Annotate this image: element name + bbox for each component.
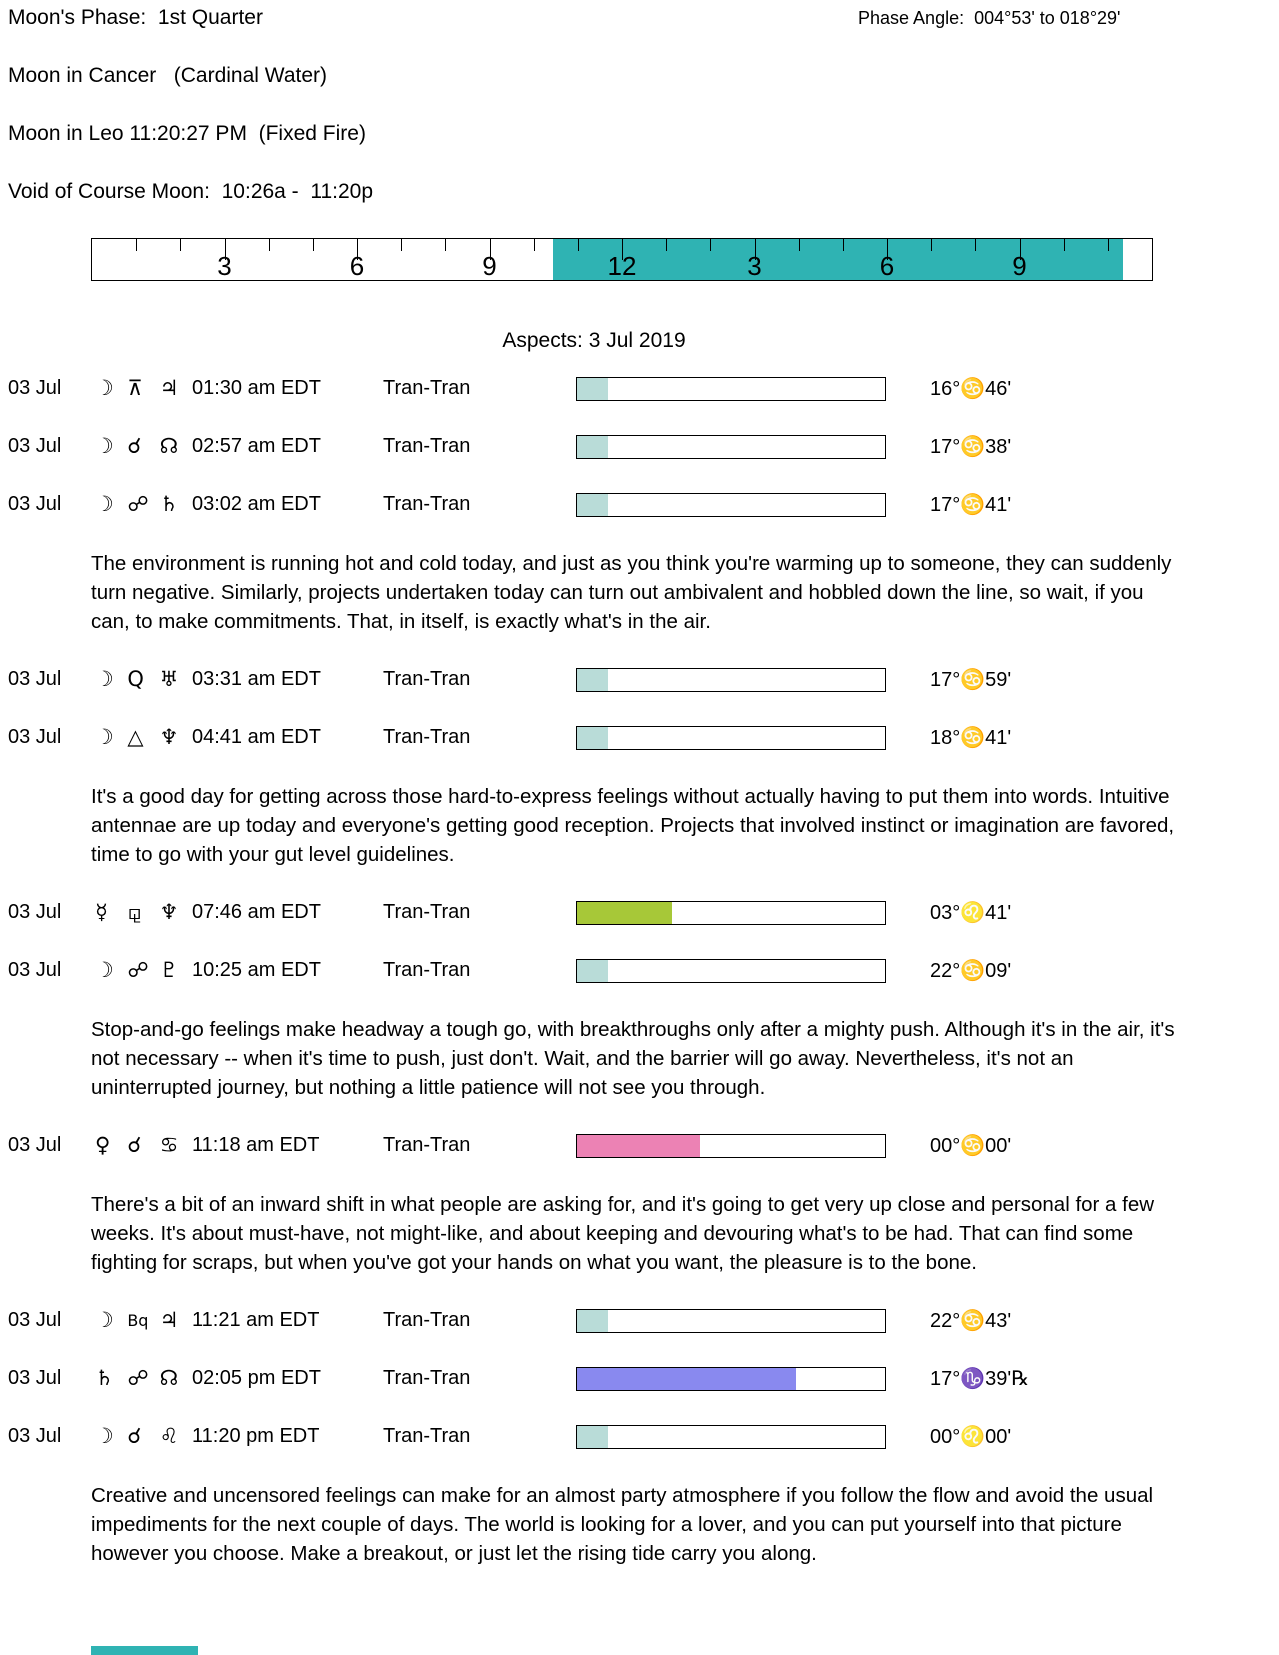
- aspect-row: [0, 957, 1279, 984]
- aspect-orb-bar: [576, 1309, 886, 1333]
- quincunx-glyph: ⊼: [127, 376, 143, 400]
- hour-tick: [1064, 239, 1065, 251]
- north-node-glyph: ☊: [159, 434, 179, 458]
- aspect-time: 07:46 am EDT: [192, 901, 321, 923]
- aspect-degree-value: 17°♋59': [930, 669, 1012, 691]
- aspect-date: 03 Jul: [8, 1367, 62, 1389]
- hour-tick: [445, 239, 446, 251]
- aspect-time: 03:31 am EDT: [192, 668, 321, 690]
- aspect-degree-value: 16°♋46': [930, 378, 1012, 400]
- hour-tick: [1108, 239, 1109, 251]
- pluto-glyph: ♇: [159, 958, 179, 982]
- aspect-date: 03 Jul: [8, 1425, 62, 1447]
- aspect-orb-bar-fill: [577, 1368, 796, 1390]
- aspect-degree-value: 18°♋41': [930, 727, 1012, 749]
- aspect-orb-bar: [576, 668, 886, 692]
- next-ruler-partial: [91, 1646, 198, 1655]
- aspect-date: 03 Jul: [8, 1309, 62, 1331]
- hour-tick: [710, 239, 711, 251]
- conjunction-glyph: ☌: [127, 434, 142, 458]
- aspect-description: Stop-and-go feelings make headway a tough go, with breakthroughs only after a mighty push. Although it's in the air, it's not necessary -- when it's time to push, just don't. Wait, and the barrier will go away. Nevertheless, it's not an uninterrupted journey, but nothing a little patience will not see you through.: [91, 1018, 1175, 1099]
- aspect-orb-bar: [576, 959, 886, 983]
- aspect-orb-bar-fill: [577, 1310, 608, 1332]
- aspect-orb-bar: [576, 1425, 886, 1449]
- aspect-type: Tran-Tran: [383, 377, 471, 399]
- aspect-time: 11:18 am EDT: [192, 1134, 320, 1156]
- aspect-row: [0, 666, 1279, 693]
- hour-label: 6: [879, 251, 895, 281]
- conjunction-glyph: ☌: [127, 1133, 142, 1157]
- aspect-type: Tran-Tran: [383, 1134, 471, 1156]
- aspect-glyphs: [95, 957, 192, 984]
- phase-angle-text: Phase Angle: 004°53' to 018°29': [858, 8, 1121, 28]
- aspect-description: It's a good day for getting across those hard-to-express feelings without actually having to put them into words. Intuitive antennae are up today and everyone's getting good reception. Projects that involved instinct or imagination are favored, time to go with your gut level guidelines.: [91, 785, 1175, 866]
- aspect-row: [0, 1365, 1279, 1392]
- aspect-type: Tran-Tran: [383, 726, 471, 748]
- aspect-glyphs: [95, 666, 192, 693]
- aspect-glyphs: [95, 433, 192, 460]
- hour-label: 9: [482, 251, 497, 281]
- hour-label: 3: [217, 251, 232, 281]
- aspect-orb-bar-fill: [577, 378, 608, 400]
- aspect-time: 03:02 am EDT: [192, 493, 321, 515]
- aspect-description: There's a bit of an inward shift in what people are asking for, and it's going to get very up close and personal for a few weeks. It's about must-have, not might-like, and about keeping and devouring what's to be had. That can find some fighting for scraps, but when you've got your hands on what you want, the pleasure is to the bone.: [91, 1193, 1155, 1274]
- aspect-orb-bar-fill: [577, 960, 608, 982]
- aspect-orb-bar-fill: [577, 436, 608, 458]
- aspect-degree-value: 22°♋09': [930, 960, 1012, 982]
- hour-tick: [975, 239, 976, 251]
- moon-glyph: ☽: [95, 1308, 114, 1332]
- aspect-orb-bar-fill: [577, 1135, 700, 1157]
- aspect-time: 11:20 pm EDT: [192, 1425, 320, 1447]
- jupiter-glyph: ♃: [159, 1308, 179, 1332]
- mercury-glyph: ☿: [95, 900, 108, 924]
- aspect-row: [0, 375, 1279, 402]
- hour-tick: [578, 239, 579, 251]
- hour-tick: [136, 239, 137, 251]
- neptune-glyph: ♆: [159, 900, 179, 924]
- aspect-time: 04:41 am EDT: [192, 726, 321, 748]
- leo-sign-glyph: ♌: [159, 1424, 179, 1448]
- aspects-title: Aspects: 3 Jul 2019: [502, 329, 686, 352]
- aspect-type: Tran-Tran: [383, 493, 471, 515]
- aspect-date: 03 Jul: [8, 959, 62, 981]
- opposition-glyph: ☍: [127, 958, 149, 982]
- moon-glyph: ☽: [95, 376, 114, 400]
- conjunction-glyph: ☌: [127, 1424, 142, 1448]
- opposition-glyph: ☍: [127, 492, 149, 516]
- aspect-glyphs: [95, 491, 192, 518]
- aspect-row: [0, 1423, 1279, 1450]
- aspect-type: Tran-Tran: [383, 1309, 471, 1331]
- moon-glyph: ☽: [95, 1424, 114, 1448]
- aspect-time: 11:21 am EDT: [192, 1309, 320, 1331]
- aspect-type: Tran-Tran: [383, 1425, 471, 1447]
- sesquiquadrate-glyph: ⚼: [127, 900, 142, 924]
- aspect-glyphs: [95, 375, 192, 402]
- moons-phase-line: Moon's Phase: 1st Quarter: [8, 6, 263, 29]
- aspect-date: 03 Jul: [8, 726, 62, 748]
- moon-glyph: ☽: [95, 492, 114, 516]
- aspect-type: Tran-Tran: [383, 901, 471, 923]
- aspect-row: [0, 433, 1279, 460]
- trine-glyph: △: [127, 725, 144, 749]
- moon-glyph: ☽: [95, 725, 114, 749]
- saturn-glyph: ♄: [159, 492, 179, 516]
- hour-tick: [269, 239, 270, 251]
- hour-label: 3: [747, 251, 762, 281]
- aspect-type: Tran-Tran: [383, 435, 471, 457]
- aspect-time: 02:05 pm EDT: [192, 1367, 321, 1389]
- moon-in-cancer-line: Moon in Cancer (Cardinal Water): [8, 64, 327, 87]
- saturn-glyph: ♄: [95, 1366, 114, 1390]
- ruler: [91, 238, 1153, 281]
- aspect-row: [0, 724, 1279, 751]
- aspect-orb-bar: [576, 726, 886, 750]
- aspect-time: 10:25 am EDT: [192, 959, 321, 981]
- aspect-glyphs: [95, 899, 192, 926]
- aspect-date: 03 Jul: [8, 901, 62, 923]
- venus-glyph: ♀: [95, 1133, 111, 1157]
- moon-glyph: ☽: [95, 434, 114, 458]
- void-of-course-line: Void of Course Moon: 10:26a - 11:20p: [8, 180, 374, 203]
- aspect-degree-value: 00°♋00': [930, 1135, 1012, 1157]
- cancer-sign-glyph: ♋: [159, 1133, 179, 1157]
- hour-tick: [843, 239, 844, 251]
- jupiter-glyph: ♃: [159, 376, 179, 400]
- aspect-time: 01:30 am EDT: [192, 377, 321, 399]
- aspect-type: Tran-Tran: [383, 959, 471, 981]
- neptune-glyph: ♆: [159, 725, 179, 749]
- uranus-glyph: ♅: [159, 667, 179, 691]
- aspect-description: Creative and uncensored feelings can make for an almost party atmosphere if you follow the flow and avoid the usual impediments for the next couple of days. The world is looking for a lover, and you can put yourself into that picture however you choose. Make a breakout, or just let the rising tide carry you along.: [91, 1484, 1154, 1565]
- aspect-type: Tran-Tran: [383, 1367, 471, 1389]
- aspect-degree-value: 17°♑39'℞: [930, 1368, 1030, 1390]
- aspect-date: 03 Jul: [8, 493, 62, 515]
- aspect-type: Tran-Tran: [383, 668, 471, 690]
- aspect-date: 03 Jul: [8, 1134, 62, 1156]
- aspect-glyphs: [95, 724, 192, 751]
- hour-label: 12: [607, 251, 637, 281]
- aspect-orb-bar: [576, 493, 886, 517]
- moon-glyph: ☽: [95, 667, 114, 691]
- aspect-orb-bar-fill: [577, 669, 608, 691]
- aspect-time: 02:57 am EDT: [192, 435, 321, 457]
- aspect-orb-bar: [576, 377, 886, 401]
- aspect-row: [0, 491, 1279, 518]
- header: [0, 0, 1279, 204]
- aspect-date: 03 Jul: [8, 435, 62, 457]
- aspect-degree-value: 17°♋38': [930, 436, 1012, 458]
- aspect-orb-bar-fill: [577, 902, 672, 924]
- hour-label: 6: [349, 251, 365, 281]
- void-of-course-segment: [553, 239, 1123, 280]
- aspect-orb-bar: [576, 901, 886, 925]
- moon-in-leo-line: Moon in Leo 11:20:27 PM (Fixed Fire): [8, 122, 366, 145]
- hour-tick: [534, 239, 535, 251]
- aspect-rows: [0, 375, 1279, 1568]
- aspect-description: The environment is running hot and cold today, and just as you think you're warming up to someone, they can suddenly turn negative. Similarly, projects undertaken today can turn out ambivalent and hobbled down the line, so wait, if you can, to make commitments. That, in itself, is exactly what's in the air.: [91, 552, 1172, 633]
- aspect-orb-bar: [576, 435, 886, 459]
- moon-glyph: ☽: [95, 958, 114, 982]
- hour-tick: [180, 239, 181, 251]
- aspect-date: 03 Jul: [8, 668, 62, 690]
- opposition-glyph: ☍: [127, 1366, 149, 1390]
- aspect-glyphs: [95, 1307, 192, 1334]
- aspect-glyphs: [95, 1423, 192, 1450]
- hour-tick: [666, 239, 667, 251]
- biquintile-glyph: Bq: [127, 1311, 149, 1330]
- aspect-orb-bar: [576, 1367, 886, 1391]
- aspect-orb-bar-fill: [577, 1426, 608, 1448]
- hour-tick: [799, 239, 800, 251]
- aspect-row: [0, 1132, 1279, 1159]
- aspect-degree-value: 17°♋41': [930, 494, 1012, 516]
- aspect-orb-bar: [576, 1134, 886, 1158]
- aspect-degree-value: 22°♋43': [930, 1310, 1012, 1332]
- aspect-row: [0, 899, 1279, 926]
- aspect-glyphs: [95, 1132, 192, 1159]
- aspect-degree-value: 03°♌41': [930, 902, 1012, 924]
- north-node-glyph: ☊: [159, 1366, 179, 1390]
- aspect-degree-value: 00°♌00': [930, 1426, 1012, 1448]
- hour-label: 9: [1012, 251, 1027, 281]
- hour-tick: [401, 239, 402, 251]
- aspect-orb-bar-fill: [577, 494, 608, 516]
- aspect-glyphs: [95, 1365, 192, 1392]
- aspect-row: [0, 1307, 1279, 1334]
- quintile-glyph: Q: [127, 667, 144, 691]
- aspect-date: 03 Jul: [8, 377, 62, 399]
- hour-tick: [313, 239, 314, 251]
- hour-tick: [931, 239, 932, 251]
- aspect-orb-bar-fill: [577, 727, 608, 749]
